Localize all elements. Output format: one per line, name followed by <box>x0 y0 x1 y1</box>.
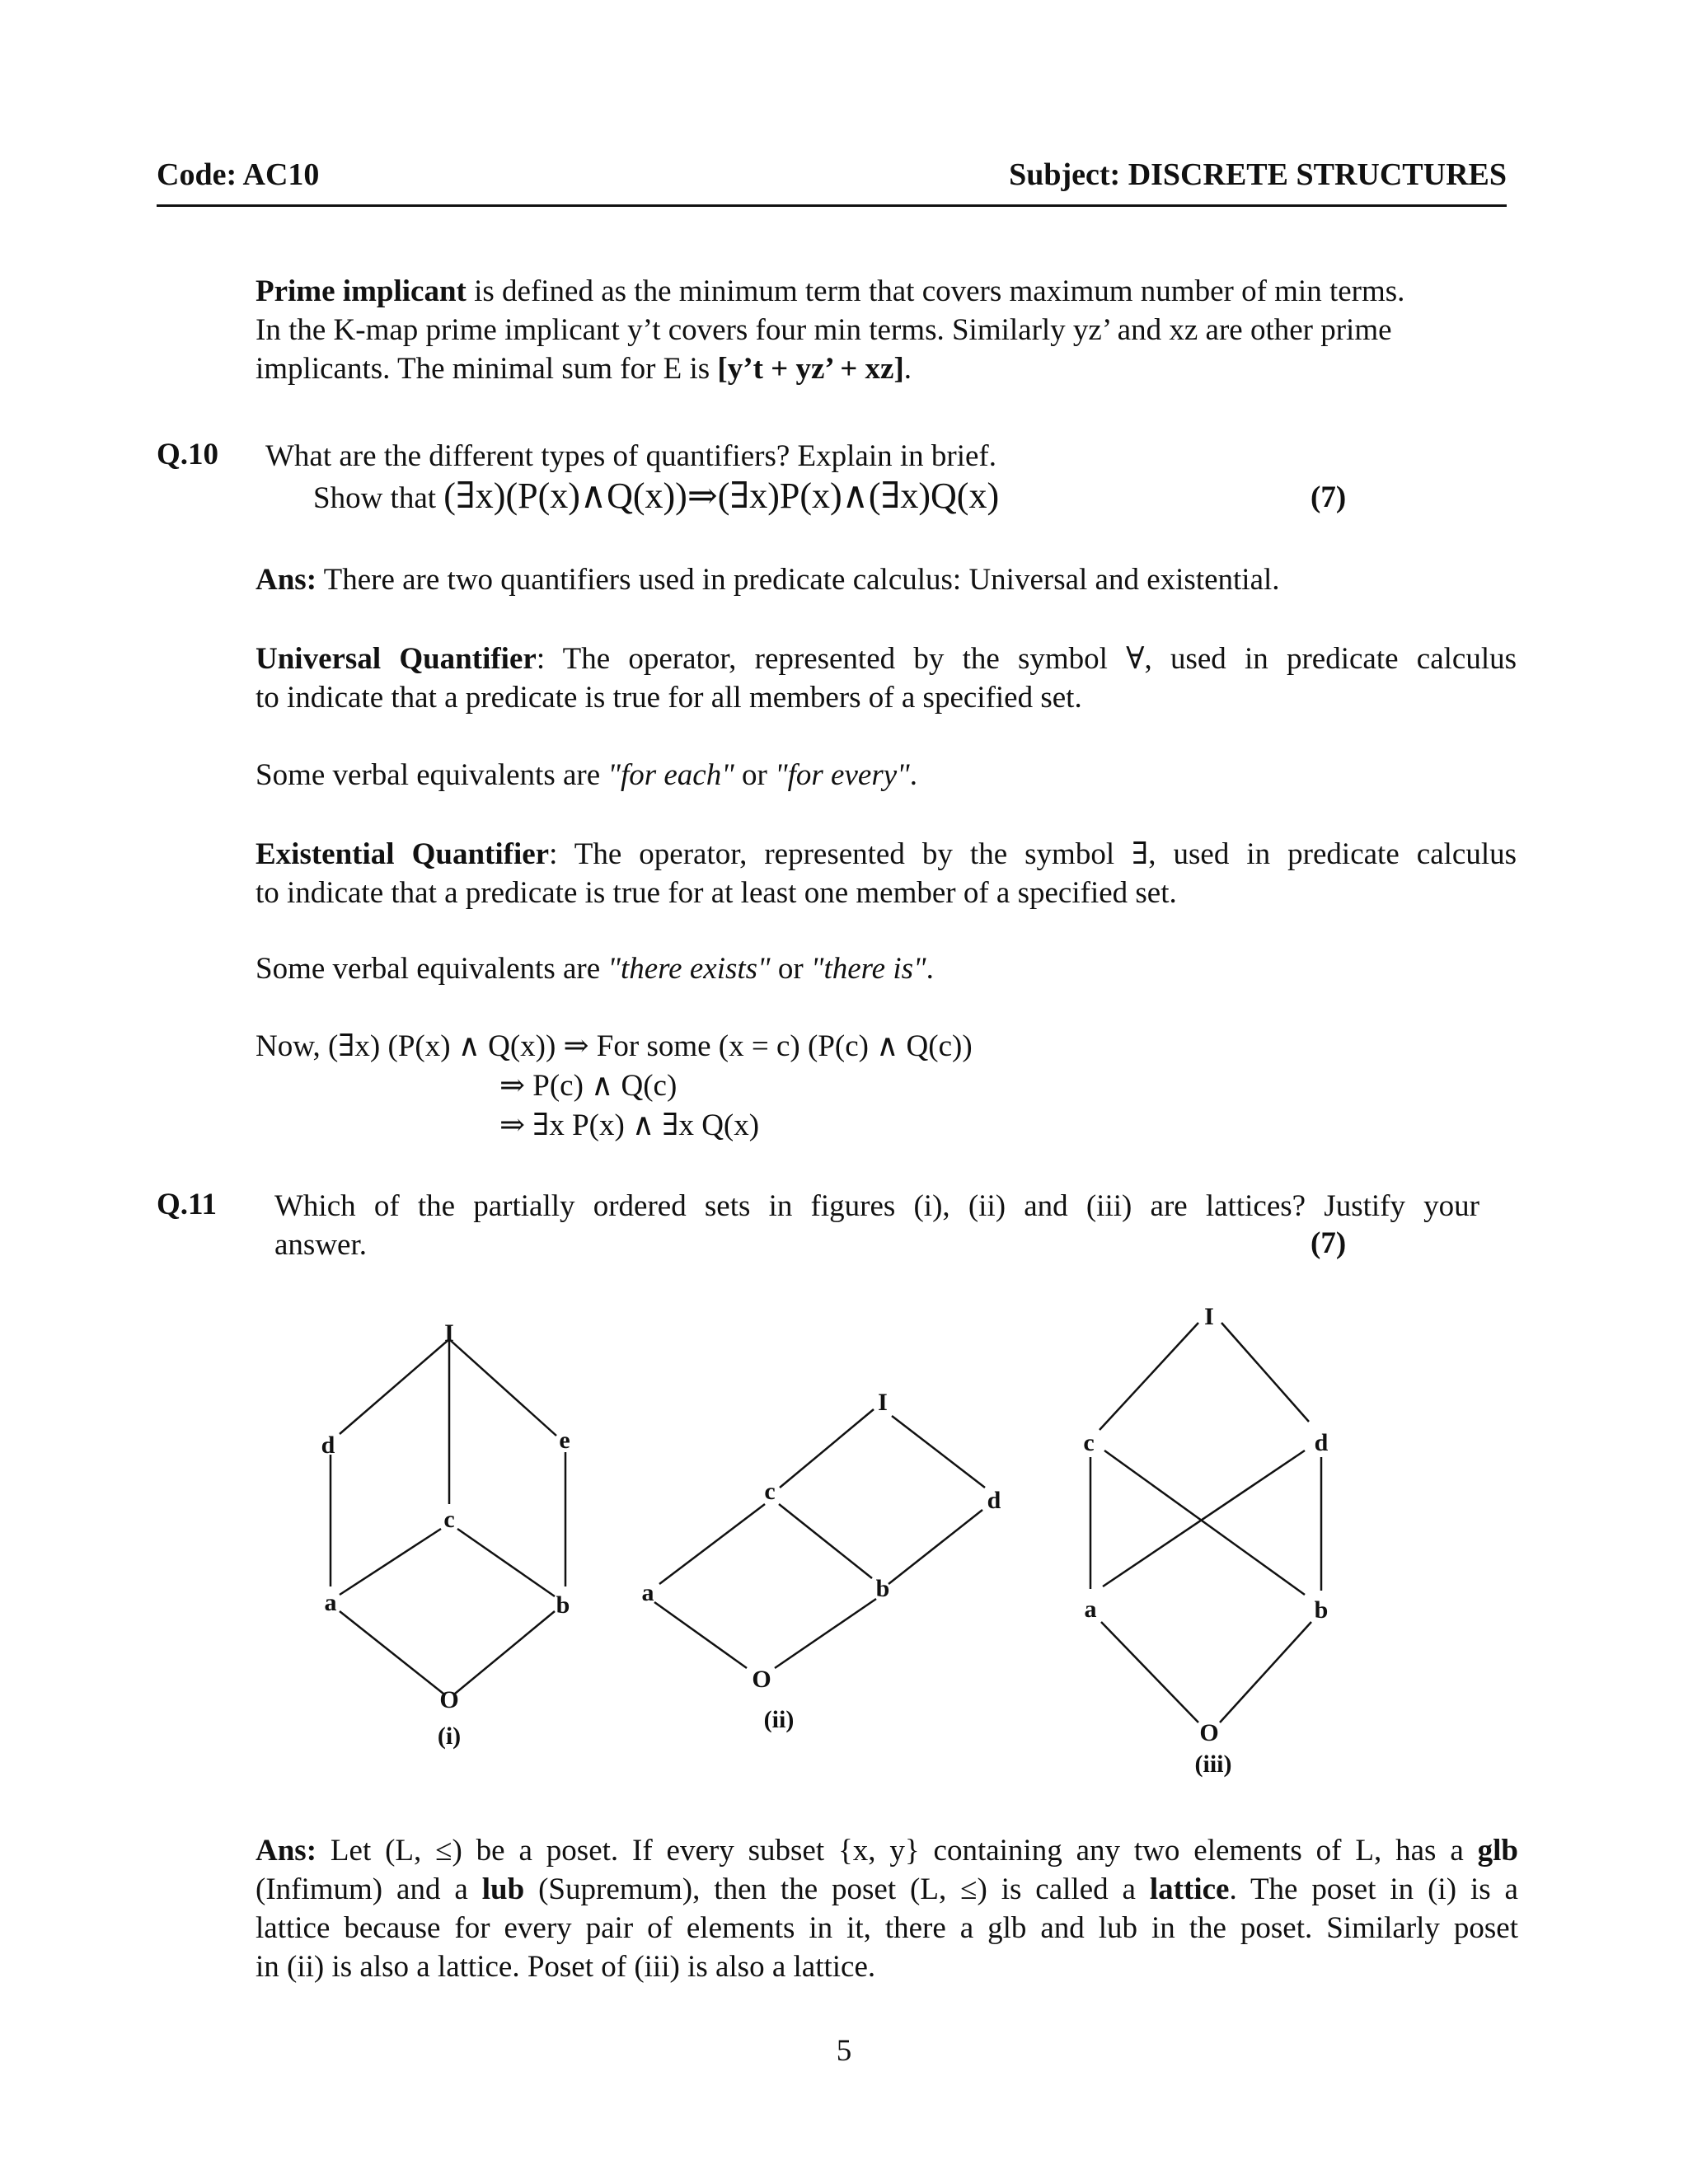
node-iii-c: c <box>1083 1429 1095 1456</box>
node-i-e: e <box>559 1427 570 1454</box>
uq-line-2: to indicate that a predicate is true for all members of a specified set. <box>256 681 1082 715</box>
q10-ans-label: Ans: <box>256 563 317 597</box>
q11-ans-l2a: (Infimum) and a <box>256 1872 482 1906</box>
edge-ii-d-b <box>889 1510 982 1584</box>
node-ii-a: a <box>641 1579 654 1606</box>
eq-line-2: to indicate that a predicate is true for at least one member of a specified set. <box>256 876 1177 910</box>
q10-show-prefix: Show that <box>313 481 444 515</box>
node-i-b: b <box>556 1591 570 1619</box>
uq-verbal-2: "for every" <box>775 758 910 792</box>
eq-verbal-pre: Some verbal equivalents are <box>256 952 608 986</box>
uq-l1: : The operator, represented by the symbol ∀, used in predicate calculus <box>536 642 1517 676</box>
edge-i-I-e <box>449 1339 556 1436</box>
eq-verbal-post: . <box>926 952 934 986</box>
node-iii-b: b <box>1314 1596 1329 1624</box>
eq-l1: : The operator, represented by the symbol ∃, used in predicate calculus <box>549 837 1517 871</box>
eq-verbal-1: "there exists" <box>607 952 771 986</box>
eq-verbal-2: "there is" <box>810 952 926 986</box>
prime-line-2: In the K-map prime implicant y’t covers four min terms. Similarly yz’ and xz are other prime <box>256 313 1392 347</box>
edge-i-c-b <box>457 1529 555 1596</box>
caption-ii: (ii) <box>763 1706 795 1733</box>
prime-l3-pre: implicants. The minimal sum for E is <box>256 352 718 386</box>
uq-verbal-mid: or <box>734 758 776 792</box>
q11-number: Q.11 <box>157 1188 217 1221</box>
edge-ii-c-a <box>659 1504 765 1584</box>
node-i-a: a <box>324 1589 337 1616</box>
node-iii-O: O <box>1199 1719 1219 1746</box>
node-i-O: O <box>439 1686 459 1713</box>
eq-verbal-mid: or <box>770 952 811 986</box>
q11-ans-l2e: . The poset in (i) is a <box>1229 1872 1518 1906</box>
node-ii-b: b <box>875 1575 890 1602</box>
node-iii-d: d <box>1314 1429 1329 1456</box>
node-ii-I: I <box>878 1389 888 1416</box>
q10-number: Q.10 <box>157 438 219 471</box>
edge-ii-a-O <box>654 1602 747 1668</box>
node-i-c: c <box>443 1506 455 1533</box>
node-iii-I: I <box>1204 1303 1214 1330</box>
uq-verbal-1: "for each" <box>607 758 734 792</box>
caption-iii: (iii) <box>1194 1750 1232 1778</box>
derivation-line-2: ⇒ P(c) ∧ Q(c) <box>499 1069 678 1103</box>
q10-question: What are the different types of quantifiers? Explain in brief. <box>265 439 996 473</box>
node-ii-c: c <box>764 1478 776 1505</box>
q11-ans-lub: lub <box>481 1872 525 1906</box>
edge-i-I-d <box>340 1339 449 1434</box>
prime-term: Prime implicant <box>256 274 467 308</box>
q11-ans-lattice: lattice <box>1149 1872 1230 1906</box>
edge-i-c-a <box>340 1529 441 1595</box>
caption-i: (i) <box>437 1722 462 1750</box>
q11-ans-l1a: Let (L, ≤) be a poset. If every subset {x, y} containing any two elements of L, has a <box>316 1834 1478 1868</box>
q11-answer-paragraph <box>256 1831 1518 1986</box>
edge-iii-a-O <box>1101 1622 1198 1722</box>
uq-verbal-post: . <box>909 758 917 792</box>
q11-ans-line-3: lattice because for every pair of elements in it, there a glb and lub in the poset. Similarly poset <box>256 1911 1518 1945</box>
q11-question-line-2: answer. <box>274 1228 367 1262</box>
edge-ii-c-b <box>779 1504 872 1578</box>
node-ii-d: d <box>987 1487 1001 1514</box>
node-i-I: I <box>444 1319 454 1347</box>
q11-ans-l2c: (Supremum), then the poset (L, ≤) is called a <box>524 1872 1150 1906</box>
prime-l3-post: . <box>903 352 912 386</box>
q11-ans-line-1 <box>256 1831 1518 1870</box>
node-i-d: d <box>321 1432 335 1459</box>
prime-minimal-sum: [y’t + yz’ + xz] <box>717 352 904 386</box>
q11-ans-line-2 <box>256 1870 1518 1909</box>
q11-marks: (7) <box>1311 1226 1347 1260</box>
edge-i-b-O <box>455 1611 555 1694</box>
edge-iii-I-d <box>1221 1323 1309 1422</box>
edge-iii-c-b <box>1104 1451 1305 1595</box>
q11-ans-label: Ans: <box>256 1834 317 1868</box>
q10-marks: (7) <box>1311 480 1347 514</box>
q11-question-line-1: Which of the partially ordered sets in figures (i), (ii) and (iii) are lattices? Justify your <box>274 1189 1479 1223</box>
header-subject: Subject: DISCRETE STRUCTURES <box>1009 157 1507 192</box>
header-code: Code: AC10 <box>157 157 320 192</box>
page-number: 5 <box>836 2034 852 2068</box>
q11-ans-line-4: in (ii) is also a lattice. Poset of (iii) is also a lattice. <box>256 1950 876 1984</box>
q10-formula: (∃x)(P(x)∧Q(x))⇒(∃x)P(x)∧(∃x)Q(x) <box>443 476 1000 516</box>
uq-verbal-pre: Some verbal equivalents are <box>256 758 608 792</box>
edge-i-a-O <box>340 1611 443 1694</box>
uq-term: Universal Quantifier <box>256 642 537 676</box>
edge-ii-I-d <box>892 1416 985 1488</box>
q11-ans-glb: glb <box>1477 1834 1518 1868</box>
q10-ans-text: There are two quantifiers used in predicate calculus: Universal and existential. <box>316 563 1280 597</box>
edge-iii-b-O <box>1220 1622 1311 1722</box>
derivation-line-1: Now, (∃x) (P(x) ∧ Q(x)) ⇒ For some (x = c) (P(c) ∧ Q(c)) <box>256 1029 973 1063</box>
edge-iii-I-c <box>1100 1323 1198 1430</box>
edge-ii-b-O <box>775 1599 876 1668</box>
eq-term: Existential Quantifier <box>256 837 550 871</box>
edge-ii-I-c <box>780 1409 874 1488</box>
prime-l1: is defined as the minimum term that covers maximum number of min terms. <box>466 274 1405 308</box>
lattice-edges <box>331 1323 1321 1722</box>
node-ii-O: O <box>752 1666 771 1693</box>
node-iii-a: a <box>1084 1596 1097 1623</box>
derivation-line-3: ⇒ ∃x P(x) ∧ ∃x Q(x) <box>499 1108 760 1142</box>
